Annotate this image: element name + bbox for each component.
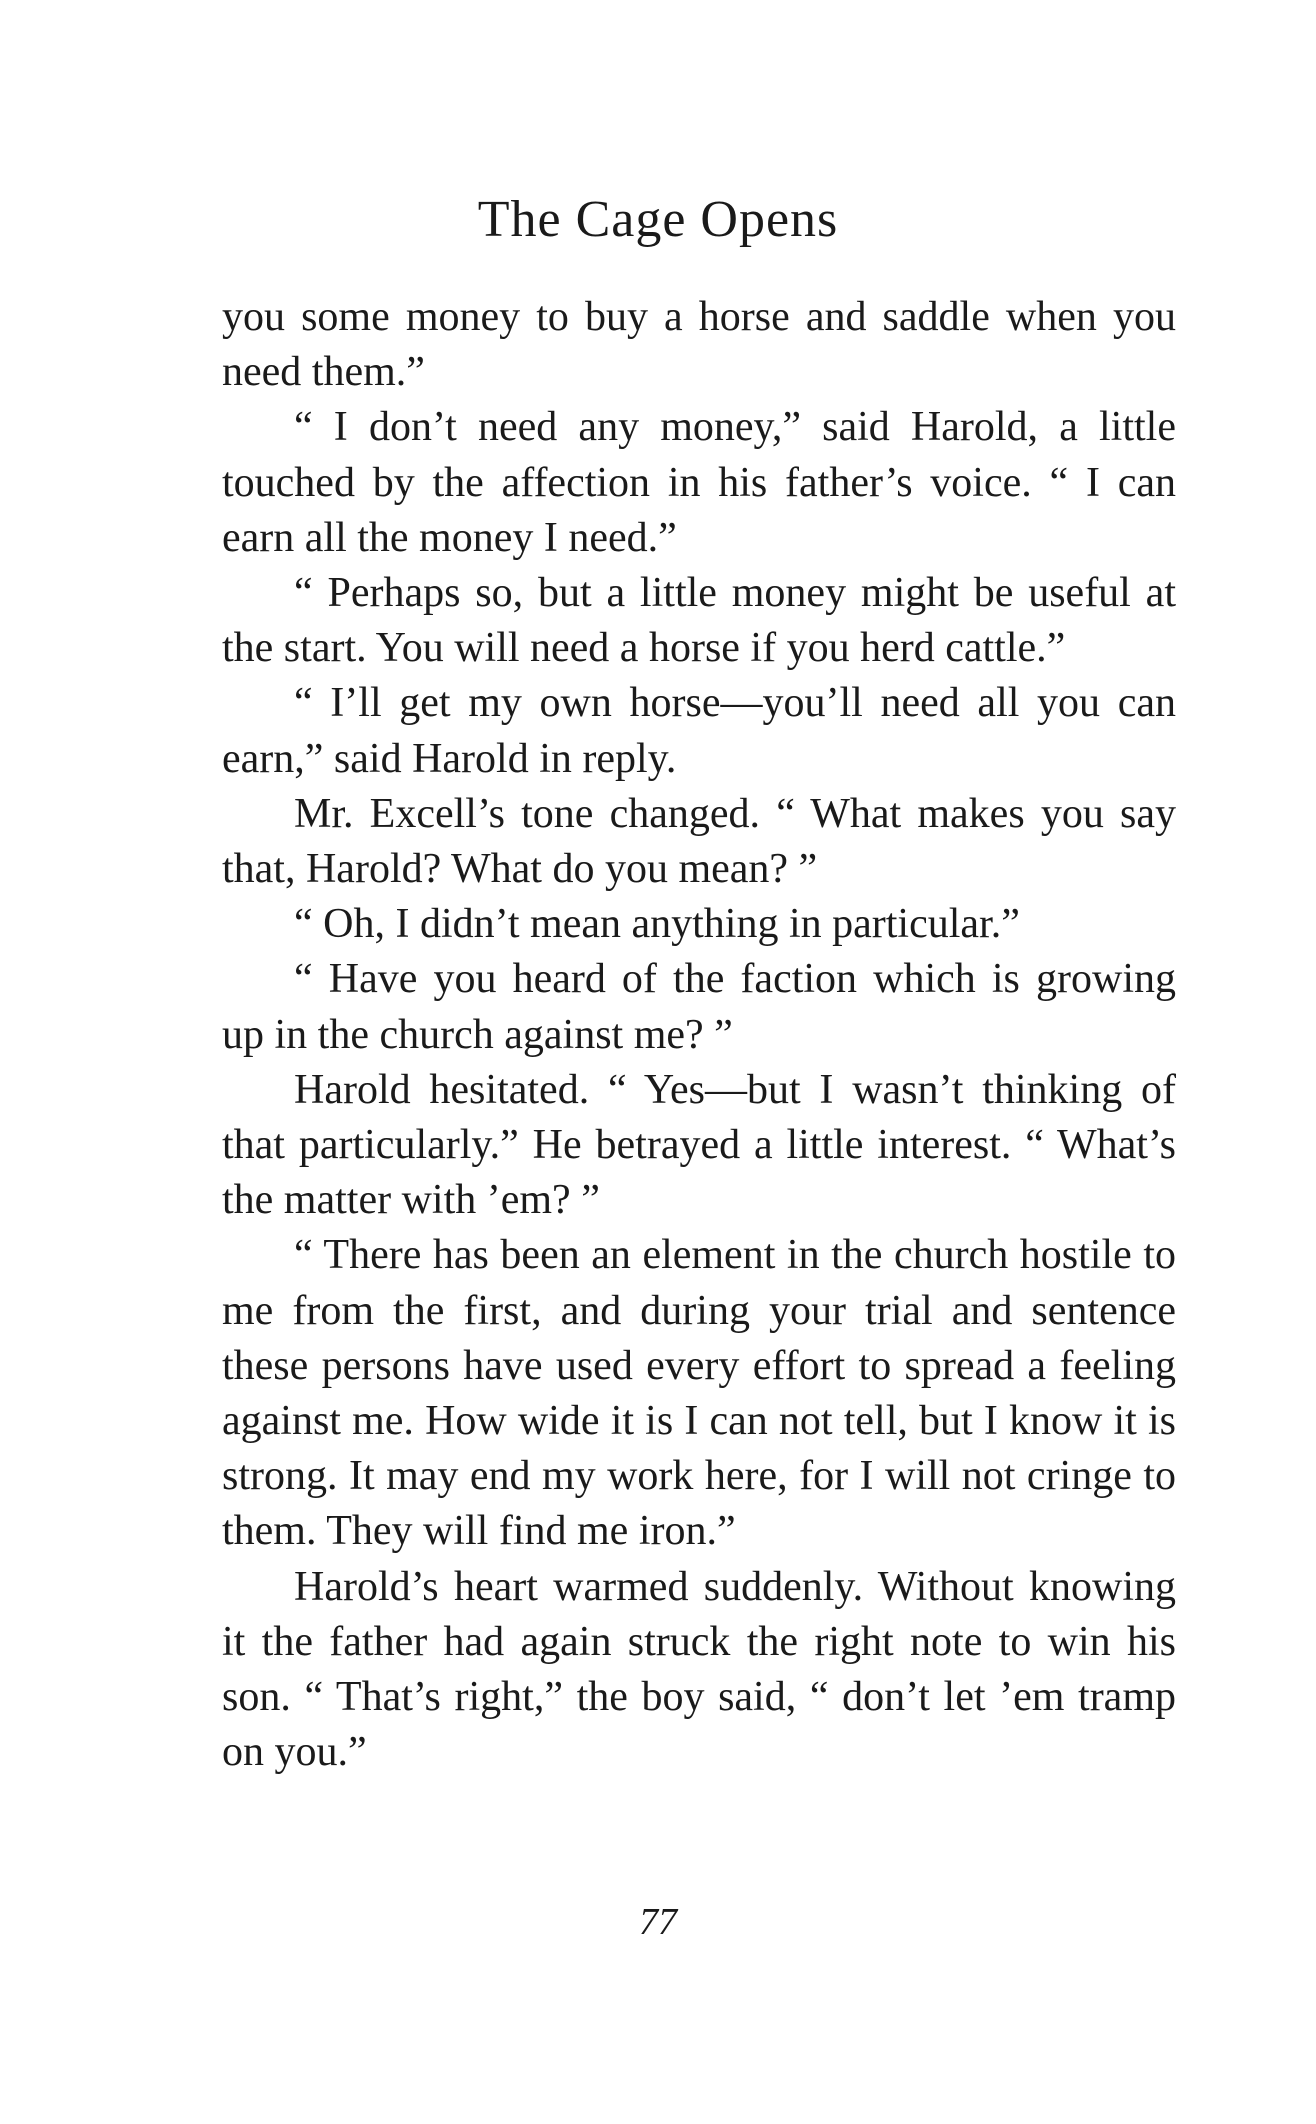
paragraph: “ I don’t need any money,” said Harold, a little touched by the affection in his father’s voice. “ I can earn all the money I need.” [222,404,1176,561]
paragraph: you some money to buy a horse and saddle when you need them.” [222,294,1176,396]
paragraph: Mr. Excell’s tone changed. “ What makes you say that, Harold? What do you mean? ” [222,790,1176,893]
paragraph: “ Have you heard of the faction which is growing up in the church against me? ” [222,956,1176,1058]
paragraph: “ Perhaps so, but a little money might be useful at the start. You will need a horse if you herd cattle.” [222,570,1176,672]
body-text [222,290,1176,1780]
running-head: The Cage Opens [477,191,839,248]
paragraph: Harold’s heart warmed suddenly. Without knowing it the father had again struck the right note to win his son. “ That’s right,” the boy said, “ don’t let ’em tramp on you.” [222,1563,1176,1776]
page-number: 77 [639,1901,677,1943]
paragraph: “ Oh, I didn’t mean anything in particular.” [294,901,1020,948]
paragraph: “ There has been an element in the church hostile to me from the first, and during your trial and sentence these persons have used every effort to spread a feeling against me. How wide it is I can not tell, but I know it is strong. It may end my work here, for I will not cringe to them. They will find me iron.” [222,1232,1176,1555]
paragraph: “ I’ll get my own horse—you’ll need all you can earn,” said Harold in reply. [222,680,1176,782]
paragraph: Harold hesitated. “ Yes—but I wasn’t thinking of that particularly.” He betrayed a little interest. “ What’s the matter with ’em? ” [222,1066,1176,1224]
